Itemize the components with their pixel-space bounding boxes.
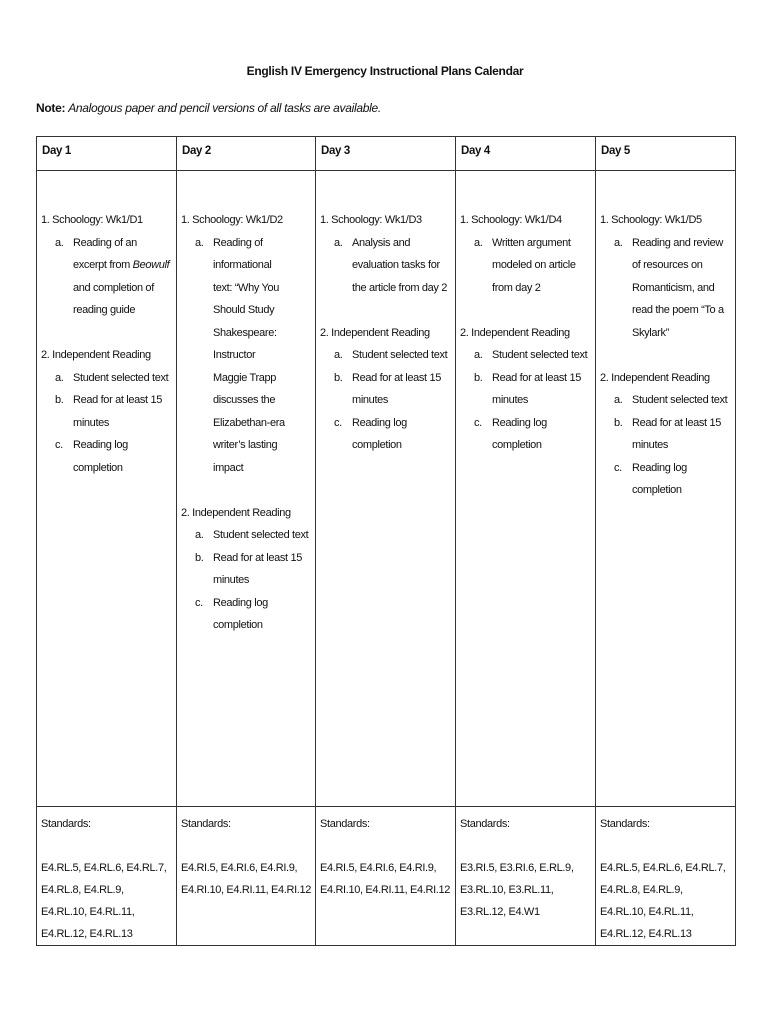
task-subitem: b. Read for at least 15 minutes <box>474 371 582 406</box>
task-subitem: a. Student selected text <box>334 349 448 361</box>
standards-row <box>37 806 736 946</box>
task-subitem: a. Student selected text <box>55 371 169 384</box>
task-item: 1. Schoology: Wk1/D2 <box>181 214 283 226</box>
day-cell <box>177 171 316 807</box>
standards-label: Standards: <box>320 817 370 830</box>
day-header: Day 1 <box>37 137 177 171</box>
day-cell <box>596 171 736 807</box>
task-item: 1. Schoology: Wk1/D3 <box>320 214 422 226</box>
header-row <box>37 137 736 171</box>
standards-cell <box>316 806 456 946</box>
standards-codes: E4.RI.5, E4.RI.6, E4.RI.9, E4.RI.10, E4.RI.11, E4.RI.12 <box>320 862 451 896</box>
task-subitem: b. Read for at least 15 minutes <box>334 371 442 406</box>
standards-label: Standards: <box>41 817 91 830</box>
task-subitem: b. Read for at least 15 minutes <box>195 551 303 586</box>
task-subitem: c. Reading log completion <box>474 416 547 451</box>
day-header: Day 2 <box>177 137 316 171</box>
task-subitem: a. Reading and review of resources on Romanticism, and read the poem “To a Skylark” <box>614 236 724 339</box>
task-subitem: a. Student selected text <box>195 529 309 541</box>
task-item: 1. Schoology: Wk1/D1 <box>41 214 143 226</box>
day-header: Day 5 <box>596 137 736 171</box>
task-subitem: a. Student selected text <box>474 349 588 361</box>
page-title: English IV Emergency Instructional Plans Calendar <box>246 64 524 78</box>
task-subitem: c. Reading log completion <box>55 439 128 474</box>
work-title: Beowulf <box>132 259 170 271</box>
calendar-table <box>36 136 736 946</box>
standards-label: Standards: <box>600 817 650 830</box>
day-cell <box>456 171 596 807</box>
task-subitem: c. Reading log completion <box>614 461 687 496</box>
standards-codes: E4.RL.5, E4.RL.6, E4.RL.7, E4.RL.8, E4.RL.9, E4.RL.10, E4.RL.11, E4.RL.12, E4.RL.13 <box>600 862 726 940</box>
standards-codes: E4.RI.5, E4.RI.6, E4.RI.9, E4.RI.10, E4.RI.11, E4.RI.12 <box>181 862 312 896</box>
task-subitem: a. Student selected text <box>614 394 728 406</box>
standards-cell <box>596 806 736 946</box>
note-text: Analogous paper and pencil versions of all tasks are available. <box>68 101 381 115</box>
standards-codes: E4.RL.5, E4.RL.6, E4.RL.7, E4.RL.8, E4.RL.9, E4.RL.10, E4.RL.11, E4.RL.12, E4.RL.13 <box>41 862 167 940</box>
task-subitem: c. Reading log completion <box>334 416 407 451</box>
task-subitem: c. Reading log completion <box>195 596 268 631</box>
task-subitem: a. Written argument modeled on article from day 2 <box>474 236 576 294</box>
standards-cell <box>177 806 316 946</box>
standards-label: Standards: <box>460 817 510 830</box>
task-item: 2. Independent Reading <box>460 326 570 339</box>
task-item: 1. Schoology: Wk1/D5 <box>600 214 702 226</box>
task-subitem: a. Reading of informational text: “Why You Should Study Shakespeare: Instructor Maggie Trapp discusses the Elizabethan-era writer’s lasting impact <box>195 236 285 474</box>
task-subitem: b. Read for at least 15 minutes <box>55 394 163 429</box>
task-item: 2. Independent Reading <box>320 326 430 339</box>
standards-cell <box>456 806 596 946</box>
task-subitem: a. Analysis and evaluation tasks for the article from day 2 <box>334 236 448 294</box>
note-label: Note: <box>36 101 66 115</box>
day-cell <box>316 171 456 807</box>
standards-label: Standards: <box>181 817 231 830</box>
note-line <box>36 101 381 115</box>
task-subitem: b. Read for at least 15 minutes <box>614 416 722 451</box>
day-cell <box>37 171 177 807</box>
task-subitem: a. Reading of an excerpt from Beowulf and completion of reading guide <box>55 236 170 316</box>
day-header: Day 4 <box>456 137 596 171</box>
task-item: 2. Independent Reading <box>41 349 151 361</box>
task-item: 2. Independent Reading <box>600 371 710 384</box>
standards-cell <box>37 806 177 946</box>
day-header: Day 3 <box>316 137 456 171</box>
tasks-row <box>37 171 736 807</box>
standards-codes: E3.RI.5, E3.RI.6, E.RL.9, E3.RL.10, E3.RL.11, E3.RL.12, E4.W1 <box>460 862 574 918</box>
task-item: 2. Independent Reading <box>181 506 291 519</box>
task-item: 1. Schoology: Wk1/D4 <box>460 214 562 226</box>
